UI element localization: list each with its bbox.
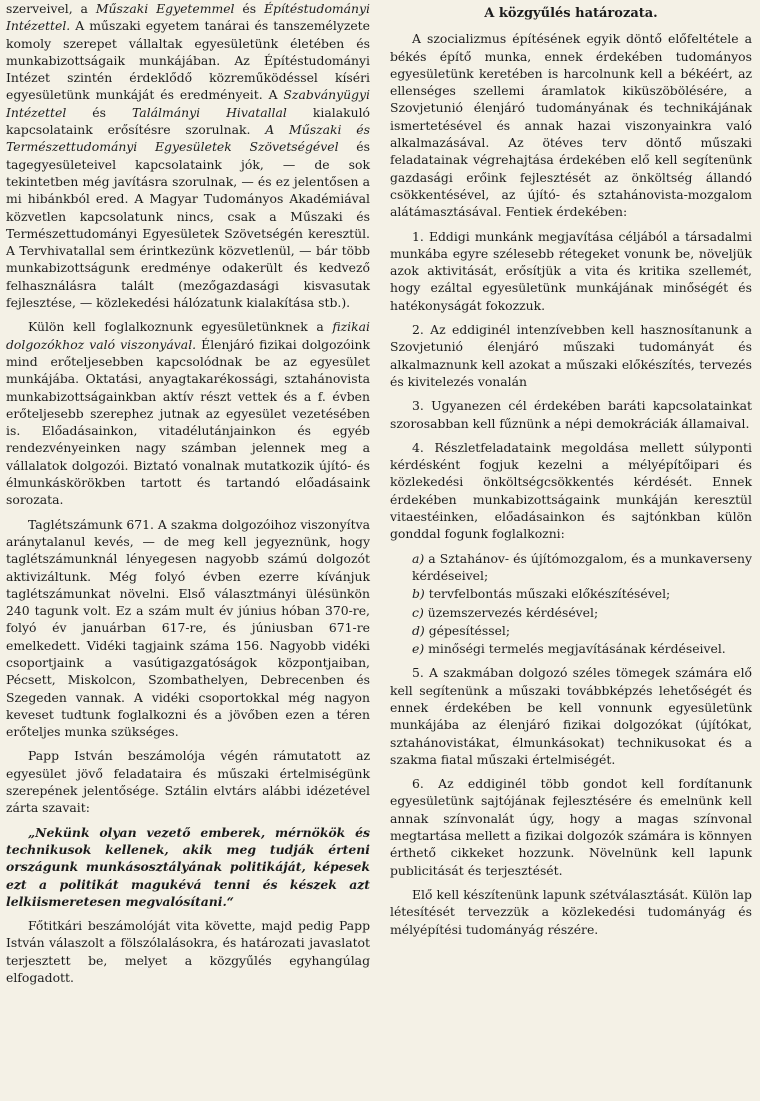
italic-phrase: Szabványügyi Intézettel — [6, 87, 370, 120]
paragraph-closing: Főtitkári beszámolóját vita követte, majd pedig Papp István válaszolt a fölszólalásokra, és határozati javaslatot terjesztett be, melyet a közgyűlés egyhangúlag elfogadott. — [6, 918, 370, 986]
resolution-intro: A szocializmus építésének egyik döntő előfeltétele a békés építő munka, ennek érdekében tudományos egyesületünk keretében is harcolnunk kell a békéért, az ellenséges szellemi áramlatok kiküszöbölésére, a Szovjetunió élenjáró tudományának és technikájának ismertetésével és annak hazai viszonyainkra való alkalmazásával. Az ötéves terv döntő műszaki feladatainak végrehajtása érdekében elő kell segítenünk gazdasági erőink fejlesztését az önköltség állandó csökkentésével, az újító- és sztahánovista-mozgalom alátámasztásával. Fentiek érdekében: — [390, 31, 752, 220]
option-item — [390, 585, 752, 602]
option-text: tervfelbontás műszaki előkészítésével; — [424, 586, 671, 602]
resolution-options — [390, 550, 752, 658]
resolution-heading: A közgyűlés határozata. — [484, 6, 658, 21]
option-text: gépesítéssel; — [424, 622, 511, 638]
option-letter: e) — [412, 641, 425, 657]
italic-phrase: Műszaki Egyetemmel — [95, 1, 235, 16]
paragraph-physical-workers: Külön kell foglalkoznunk egyesületünknek a fizikai dolgozókhoz való viszonyával. Élenjáró fizikai dolgozóink mind erőteljesebben kapcsolódnak be az egyesület munkájába. Oktatási, anyagtakarékossági, sztahánovista munkabizottságainkban aktív részt vettek és a f. évben erőteljesebb szerephez jutnak az egyesület vezetésében is. Előadásainkon, vitadélutánjainkon és egyéb rendezvényeinken nagy számban jelennek meg a vállalatok dolgozói. Biztató vonalnak mutatkozik újító- és élmunkáskörökben tartott és tartandó előadásaink sorozata. — [6, 319, 370, 508]
paragraph-institutions: szerveivel, a Műszaki Egyetemmel és Építéstudományi Intézettel. A műszaki egyetem tanárai és tanszemélyzete komoly szerepet vállaltak egyesületünk életében és munkabizottságaik munkájában. Az Építéstudományi Intézet szintén érdeklődő közreműködéssel kíséri egyesületünk munkáját és eredményeit. A Szabványügyi Intézettel és Találmányi Hivatallal kialakuló kapcsolataink erősítésre szorulnak. A Műszaki és Természettudományi Egyesületek Szövetségével és tagegyesületeivel kapcsolataink jók, — de sok tekintetben még javításra szorulnak, — és ez jelentősen a mi hibánkból ered. A Magyar Tudományos Akadémiával közvetlen kapcsolatunk nincs, csak a Műszaki és Természettudományi Egyesületek Szövetségén keresztül. A Tervhivatallal sem érintkezünk közvetlenül, — bár több munkabizottságunk eredménye odakerült és kedvező felhasználásra talált (mezőgazdasági kisvasutak fejlesztése, — közlekedési hálózatunk kialakítása stb.). — [6, 1, 370, 311]
italic-phrase: Találmányi Hivatallal — [132, 104, 287, 120]
option-letter: c) — [412, 604, 424, 620]
option-letter: a) — [412, 550, 425, 566]
resolution-item-6: 6. Az eddiginél több gondot kell fordítanunk egyesületünk sajtójának fejlesztésére és emelnünk kell annak színvonalát úgy, hogy a magas színvonal megtartása mellett a fizikai dolgozók számára is könnyen érthető cikkeket hozzunk. Növelnünk kell lapunk publicitását és terjesztését. — [390, 776, 752, 878]
italic-phrase: fizikai dolgozókhoz való viszonyával. — [6, 319, 370, 352]
option-item — [390, 550, 752, 585]
option-letter: d) — [412, 622, 425, 638]
right-column — [382, 0, 752, 1101]
stalin-quote: „Nekünk olyan vezető emberek, mérnökök és technikusok kellenek, akik meg tudják érteni országunk munkásosztályának politikáját, képesek ezt a politikát magukévá tenni és készek azt lelkiismeretesen megvalósítani.“ — [6, 824, 370, 909]
resolution-item-7: Elő kell készítenünk lapunk szétválasztását. Külön lap létesítését tervezzük a közlekedési tudományág és mélyépítési tudományág részére. — [390, 886, 752, 937]
option-text: üzemszervezés kérdésével; — [423, 604, 599, 620]
left-column — [6, 0, 376, 1101]
resolution-item-5: 5. A szakmában dolgozó széles tömegek számára elő kell segítenünk a műszaki továbbképzés lehetőségét és ennek érdekében be kell vonnunk egyesületünk munkájába az élenjáró fizikai dolgozókat (újítókat, sztahánovistákat, élmunkásokat) technikusokat és a szakma fiatal műszaki értelmiségét. — [390, 665, 752, 767]
option-item — [390, 604, 752, 621]
italic-phrase: A Műszaki és Természettudományi Egyesületek Szövetségével — [6, 122, 370, 155]
option-letter: b) — [412, 586, 425, 602]
paragraph-papp-summary: Papp István beszámolója végén rámutatott az egyesület jövő feladataira és műszaki értelmiségünk szerepének jelentősége. Sztálin elvtárs alábbi idézetével zárta szavait: — [6, 748, 370, 816]
resolution-item-4: 4. Részletfeladataink megoldása mellett súlyponti kérdésként fogjuk kezelni a mélyépítőipari és közlekedési önköltségcsökkentés kérdését. Ennek érdekében munkabizottságaink munkáján keresztül vitaestéinken, előadásainkon és sajtónkban külön gonddal fogunk foglalkozni: — [390, 439, 752, 542]
option-text: minőségi termelés megjavításának kérdéseivel. — [424, 641, 726, 657]
option-item — [390, 640, 752, 657]
italic-phrase: Építéstudományi Intézettel. — [6, 1, 370, 34]
resolution-item-1: 1. Eddigi munkánk megjavítása céljából a társadalmi munkába egyre szélesebb rétegeket vonunk be, növeljük azok aktivitását, erősítjük a vita és kritika szellemét, hogy ezáltal egyesületünk munkájának minőségét és hatékonyságát fokozzuk. — [390, 228, 752, 313]
option-text: a Sztahánov- és újítómozgalom, és a munkaverseny kérdéseivel; — [412, 550, 752, 583]
resolution-item-3: 3. Ugyanezen cél érdekében baráti kapcsolatainkat szorosabban kell fűznünk a népi demokráciák államaival. — [390, 398, 752, 431]
option-item — [390, 622, 752, 639]
paragraph-membership: Taglétszámunk 671. A szakma dolgozóihoz viszonyítva aránytalanul kevés, — de meg kell jegyeznünk, hogy taglétszámunknál lényegesen nagyobb számú dolgozót aktivizáltunk. Még folyó évben ezerre kívánjuk taglétszámunkat növelni. Első választmányi ülésünkön 240 tagunk volt. Ez a szám mult év június hóban 370-re, folyó év januárban 617-re, és júniusban 671-re emelkedett. Vidéki tagjaink száma 156. Nagyobb vidéki csoportjaink a vasútigazgatóságok központjaiban, Pécsett, Miskolcon, Szombathelyen, Debrecenben és Szegeden vannak. A vidéki csoportokkal még nagyon keveset tudtunk foglalkozni és a jövőben ezen a téren erőteljes munka szükséges. — [6, 516, 370, 740]
resolution-item-2: 2. Az eddiginél intenzívebben kell hasznosítanunk a Szovjetunió élenjáró műszaki tudományát és alkalmaznunk kell azokat a műszaki előkészítés, tervezés és kivitelezés vonalán — [390, 322, 752, 389]
